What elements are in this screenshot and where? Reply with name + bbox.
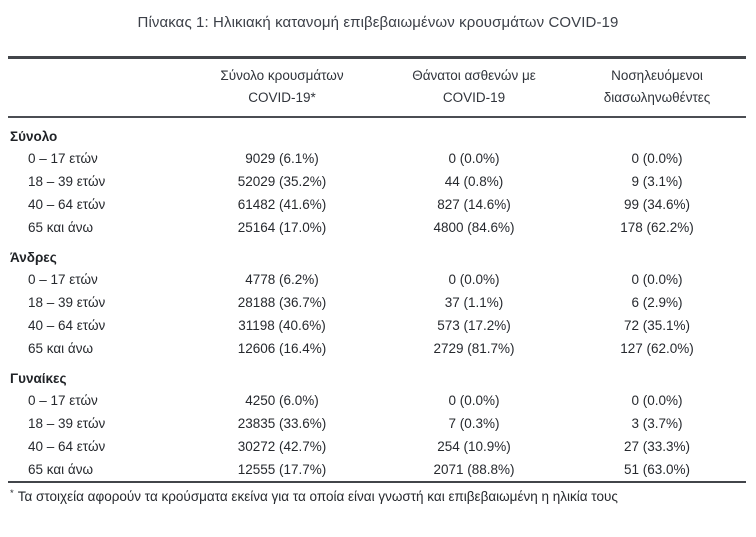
cell-cases: 28188 (36.7%): [237, 295, 327, 310]
cell-intubated: 9 (3.1%): [631, 174, 683, 189]
cell-cases: 12555 (17.7%): [237, 462, 327, 477]
table-row: [8, 170, 746, 193]
age-label: 18 – 39 ετών: [28, 174, 106, 189]
table-row: [8, 389, 746, 412]
header-total-cases-line2: COVID-19*: [248, 90, 316, 105]
header-deaths-line1: Θάνατοι ασθενών με: [412, 68, 536, 83]
age-label: 40 – 64 ετών: [28, 197, 106, 212]
covid-age-distribution-table: [8, 56, 746, 483]
cell-cases: 4250 (6.0%): [245, 393, 319, 408]
cell-deaths: 4800 (84.6%): [433, 220, 515, 235]
cell-cases: 12606 (16.4%): [237, 341, 327, 356]
cell-deaths: 2729 (81.7%): [433, 341, 515, 356]
section-header-total-label: Σύνολο: [10, 128, 58, 144]
table-row: [8, 291, 746, 314]
section-header-men-label: Άνδρες: [10, 249, 57, 265]
cell-deaths: 827 (14.6%): [437, 197, 511, 212]
cell-deaths: 7 (0.3%): [448, 416, 500, 431]
table-row: [8, 314, 746, 337]
footnote-text: Τα στοιχεία αφορούν τα κρούσματα εκείνα για τα οποία είναι γνωστή και επιβεβαιωμένη η ηλικία τους: [17, 489, 618, 504]
table-title: Πίνακας 1: Ηλικιακή κατανομή επιβεβαιωμένων κρουσμάτων COVID-19: [137, 14, 619, 31]
header-cell-deaths: [380, 58, 568, 118]
cell-intubated: 3 (3.7%): [631, 416, 683, 431]
cell-cases: 23835 (33.6%): [237, 416, 327, 431]
cell-deaths: 573 (17.2%): [437, 318, 511, 333]
table-row: [8, 412, 746, 435]
cell-intubated: 0 (0.0%): [631, 151, 683, 166]
table-body: [8, 117, 746, 482]
header-row: [8, 58, 746, 118]
age-label: 65 και άνω: [28, 220, 94, 235]
cell-intubated: 127 (62.0%): [620, 341, 694, 356]
header-intubated-line2: διασωληνωθέντες: [603, 90, 711, 105]
age-label: 0 – 17 ετών: [28, 151, 98, 166]
header-intubated-line1: Νοσηλευόμενοι: [611, 68, 703, 83]
cell-cases: 4778 (6.2%): [245, 272, 319, 287]
cell-intubated: 27 (33.3%): [623, 439, 691, 454]
cell-intubated: 51 (63.0%): [623, 462, 691, 477]
cell-cases: 9029 (6.1%): [245, 151, 319, 166]
cell-cases: 52029 (35.2%): [237, 174, 327, 189]
cell-deaths: 254 (10.9%): [437, 439, 511, 454]
age-label: 40 – 64 ετών: [28, 439, 106, 454]
cell-intubated: 72 (35.1%): [623, 318, 691, 333]
table-row: [8, 435, 746, 458]
table-row: [8, 458, 746, 482]
header-total-cases-line1: Σύνολο κρουσμάτων: [220, 68, 344, 83]
cell-intubated: 6 (2.9%): [631, 295, 683, 310]
cell-deaths: 0 (0.0%): [448, 393, 500, 408]
section-header-women: [8, 360, 746, 389]
table-row: [8, 216, 746, 239]
table-row: [8, 193, 746, 216]
cell-deaths: 37 (1.1%): [444, 295, 504, 310]
age-label: 40 – 64 ετών: [28, 318, 106, 333]
section-header-total: [8, 117, 746, 147]
cell-cases: 30272 (42.7%): [237, 439, 327, 454]
age-label: 18 – 39 ετών: [28, 295, 106, 310]
footnote-asterisk: *: [10, 487, 14, 499]
age-label: 18 – 39 ετών: [28, 416, 106, 431]
cell-cases: 61482 (41.6%): [237, 197, 327, 212]
table-header: [8, 58, 746, 118]
age-label: 0 – 17 ετών: [28, 272, 98, 287]
cell-intubated: 0 (0.0%): [631, 272, 683, 287]
age-label: 65 και άνω: [28, 462, 94, 477]
cell-deaths: 44 (0.8%): [444, 174, 504, 189]
cell-deaths: 2071 (88.8%): [433, 462, 515, 477]
cell-cases: 31198 (40.6%): [238, 318, 326, 333]
cell-intubated: 99 (34.6%): [623, 197, 691, 212]
cell-intubated: 178 (62.2%): [620, 220, 694, 235]
section-header-women-label: Γυναίκες: [10, 370, 67, 386]
table-row: [8, 337, 746, 360]
header-cell-empty: [8, 58, 184, 118]
header-cell-total-cases: [184, 58, 380, 118]
table-row: [8, 147, 746, 170]
cell-deaths: 0 (0.0%): [448, 272, 500, 287]
age-label: 0 – 17 ετών: [28, 393, 98, 408]
cell-deaths: 0 (0.0%): [448, 151, 500, 166]
age-label: 65 και άνω: [28, 341, 94, 356]
header-cell-intubated: [568, 58, 746, 118]
cell-cases: 25164 (17.0%): [237, 220, 327, 235]
table-row: [8, 268, 746, 291]
header-deaths-line2: COVID-19: [442, 90, 506, 105]
section-header-men: [8, 239, 746, 268]
cell-intubated: 0 (0.0%): [631, 393, 683, 408]
table-footnote: [10, 488, 756, 506]
